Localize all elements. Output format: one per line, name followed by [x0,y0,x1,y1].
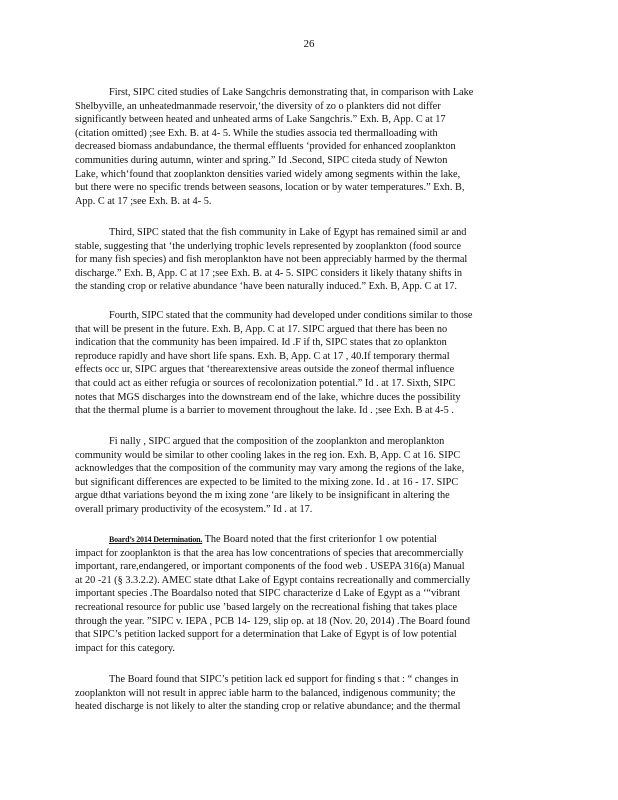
text-line: The Board found that SIPC’s petition lack ed support for finding s that : “ changes in [109,674,459,685]
text-line: stable, suggesting that ‘the underlying trophic levels represented by zooplankton (food source [75,240,462,252]
text-line: decreased biomass andabundance, the thermal effluents ‘provided for enhanced zooplankton [75,141,456,153]
paragraph-first-sangchris [75,86,522,208]
text-line: Shelbyville, an unheatedmanmade reservoir,‘the diversity of zo o plankters did not differ [75,100,441,112]
text-line: that could act as either refugia or sources of recolonization potential.” Id . at 17. Sixth, SIPC [75,377,456,389]
text-line: notes that MGS discharges into the downstream end of the lake, whichre duces the possibility [75,391,461,403]
text-line: overall primary productivity of the ecosystem.” Id . at 17. [75,503,313,515]
text-line: First, SIPC cited studies of Lake Sangchris demonstrating that, in comparison with Lake [109,87,474,98]
text-line: reproduce rapidly and have short life spans. Exh. B, App. C at 17 , 40.If temporary thermal [75,350,450,362]
section-heading: Board’s 2014 Determination. [109,535,203,544]
text-line: that the thermal plume is a barrier to movement throughout the lake. Id . ;see Exh. B at 4-5 . [75,405,454,417]
text-line: recreational resource for public use ’based largely on the recreational fishing that takes place [75,601,458,613]
paragraph-third-fish-community [75,226,522,294]
text-line: but significant differences are expected to be limited to the mixing zone. Id . at 16 - 17. SIPC [75,476,459,488]
text-line: argue dthat variations beyond the m ixing zone ‘are likely to be insignificant in altering the [75,490,450,502]
text-line: effects occ ur, SIPC argues that ‘therearextensive areas outside the zoneof thermal influence [75,364,455,376]
text-line: communities during autumn, winter and spring.” Id .Second, SIPC citeda study of Newton [75,154,448,166]
text-line: (citation omitted) ;see Exh. B. at 4- 5. While the studies associa ted thermalloading with [75,127,438,139]
paragraph-board-found [75,673,522,714]
text-line: through the year. ”SIPC v. IEPA , PCB 14- 129, slip op. at 18 (Nov. 20, 2014) .The Board found [75,615,470,627]
text-line: discharge.” Exh. B, App. C at 17 ;see Exh. B. at 4- 5. SIPC considers it likely thatany shifts in [75,267,463,279]
page-number: 26 [303,38,315,50]
text-line: impact for this category. [75,642,175,654]
text-line: impact for zooplankton is that the area has low concentrations of species that arecommercially [75,547,464,559]
text-line: heated discharge is not likely to alter the standing crop or relative abundance; and the thermal [75,701,461,713]
paragraph-board-2014-determination [75,533,522,655]
text-line: Fi nally , SIPC argued that the composition of the zooplankton and meroplankton [109,436,445,447]
text-line: important species .The Boardalso noted that SIPC characterize d Lake of Egypt as a ‘“vibrant [75,588,461,600]
text-line: Third, SIPC stated that the fish community in Lake of Egypt has remained simil ar and [109,227,467,238]
paragraph-finally-composition [75,435,522,517]
text-line: significantly between heated and unheated arms of Lake Sangchris.” Exh. B, App. C at 17 [75,114,446,126]
text-line: indication that the community has been impaired. Id .F if th, SIPC states that zo oplankton [75,337,447,349]
text-line: acknowledges that the composition of the community may vary among the regions of the lake, [75,463,465,475]
text-line: App. C at 17 ;see Exh. B. at 4- 5. [75,195,212,207]
text-line: at 20 -21 (§ 3.3.2.2). AMEC state dthat Lake of Egypt contains recreationally and commercially [75,574,471,586]
text-line-rest: The Board noted that the first criterionfor 1 ow potential [204,534,438,545]
text-line [75,533,522,547]
text-line: Fourth, SIPC stated that the community had developed under conditions similar to those [109,310,473,321]
text-line: community would be similar to other cooling lakes in the reg ion. Exh. B, App. C at 16. SIPC [75,449,461,461]
text-line: the standing crop or relative abundance ‘have been naturally induced.” Exh. B, App. C at 17. [75,281,458,293]
text-line: that will be present in the future. Exh. B, App. C at 17. SIPC argued that there has been no [75,323,448,335]
text-line: but there were no specific trends between seasons, location or by water temperatures.” Exh. B, [75,182,465,194]
text-line: Lake, which‘found that zooplankton densities varied widely among segments within the lake, [75,168,461,180]
paragraph-fourth-community [75,309,522,418]
text-line: zooplankton will not result in apprec iable harm to the balanced, indigenous community; the [75,687,456,699]
text-line: for many fish species) and fish meroplankton have not been appreciably harmed by the thermal [75,254,468,266]
text-line: important, rare,endangered, or important components of the food web . USEPA 316(a) Manual [75,561,465,573]
text-line: that SIPC’s petition lacked support for a determination that Lake of Egypt is of low potential [75,629,457,641]
